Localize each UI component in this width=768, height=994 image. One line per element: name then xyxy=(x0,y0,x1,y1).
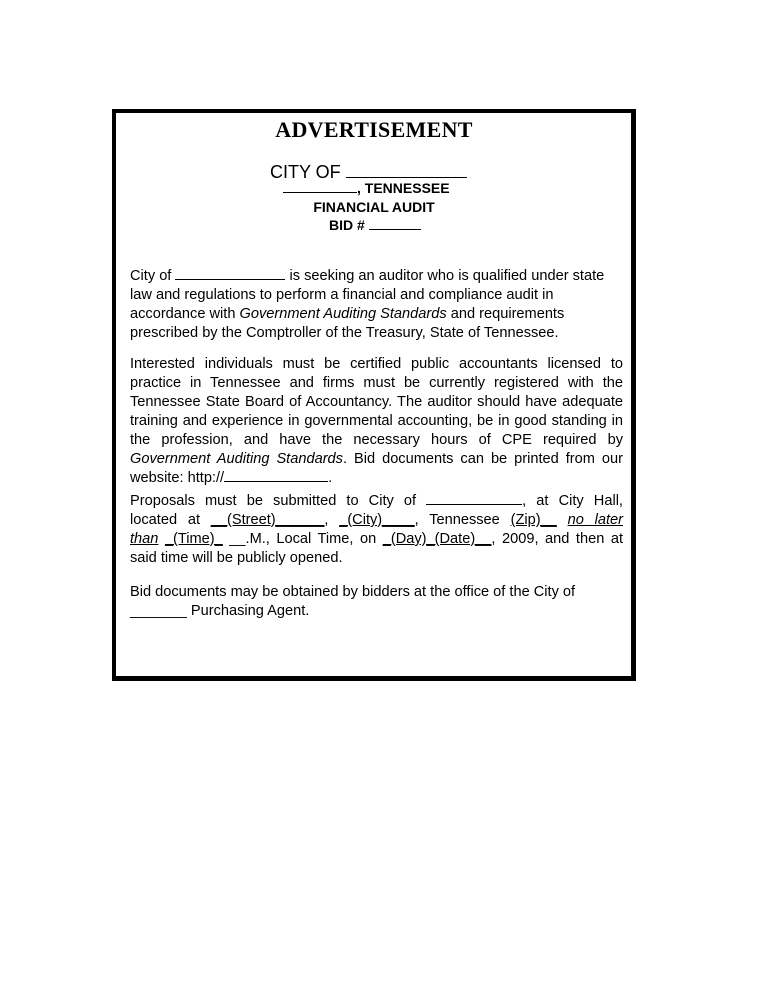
bid-prefix: BID # xyxy=(329,217,369,233)
paragraph-bid-documents xyxy=(130,583,623,621)
p3-local-time: __.M., Local Time, on xyxy=(222,531,383,547)
street-field: __(Street)______ xyxy=(210,512,325,528)
p4-text-b: Purchasing Agent. xyxy=(186,603,310,619)
p3-line-1 xyxy=(130,492,623,511)
p2-standards: Government Auditing Standards xyxy=(130,451,343,467)
p3-line-2 xyxy=(130,511,623,530)
bid-number-blank xyxy=(369,217,421,230)
p2-text-end: . xyxy=(328,470,333,486)
p2-text-a: Interested individuals must be certified public accountants licensed to practice in Tennessee and firms must be currently registered with the Tennessee State Board of Accountancy. The auditor should have adequate training and experience in governmental accounting, be in good standing in the profession, and have the necessary hours of CPE required by xyxy=(130,356,623,448)
p4-city-blank: _______ xyxy=(130,603,187,619)
paragraph-proposals xyxy=(130,492,623,568)
p3-text-b: , at City Hall, xyxy=(522,493,623,509)
p1-city-blank xyxy=(175,267,285,280)
p1-text-b: is seeking an auditor who is qualified under state law and regulations to perform a financial and compliance audit in accordance with xyxy=(130,268,605,322)
state-suffix: , TENNESSEE xyxy=(357,180,450,196)
p2-text-b: . Bid documents can be printed from our website: http:// xyxy=(130,451,623,486)
audit-type-heading: FINANCIAL AUDIT xyxy=(313,199,435,215)
p3-no-later: no later xyxy=(567,512,623,528)
bid-number-heading xyxy=(329,217,421,233)
p1-text-c: and requirements prescribed by the Comptroller of the Treasury, State of Tennessee. xyxy=(130,306,565,341)
p3-line-4: said time will be publicly opened. xyxy=(130,550,343,566)
city-prefix: CITY OF xyxy=(270,162,346,182)
p1-text-a: City of xyxy=(130,268,176,284)
city-field: _(City)____ xyxy=(339,512,415,528)
p3-than: than xyxy=(130,531,159,547)
p4-text-a: Bid documents may be obtained by bidders at the office of the City of xyxy=(130,584,576,600)
p3-city-blank xyxy=(426,492,522,505)
p3-line-3 xyxy=(130,530,623,549)
p3-located: located at xyxy=(130,512,211,528)
zip-field: (Zip)__ xyxy=(510,512,557,528)
date-field: _(Day)_(Date)__ xyxy=(382,531,492,547)
city-name-blank-2 xyxy=(283,180,357,193)
website-blank xyxy=(224,469,328,482)
paragraph-auditor-request xyxy=(130,267,623,343)
p1-standards: Government Auditing Standards xyxy=(239,306,447,322)
p3-comma: , xyxy=(324,512,340,528)
city-name-blank xyxy=(346,161,467,178)
state-heading xyxy=(283,180,450,196)
p3-text-a: Proposals must be submitted to City of xyxy=(130,493,427,509)
p3-year: , 2009, and then at xyxy=(491,531,623,547)
paragraph-qualifications xyxy=(130,355,623,488)
page-title: ADVERTISEMENT xyxy=(275,117,473,142)
p3-tennessee: , Tennessee xyxy=(414,512,511,528)
time-field: _(Time)_ xyxy=(164,531,223,547)
